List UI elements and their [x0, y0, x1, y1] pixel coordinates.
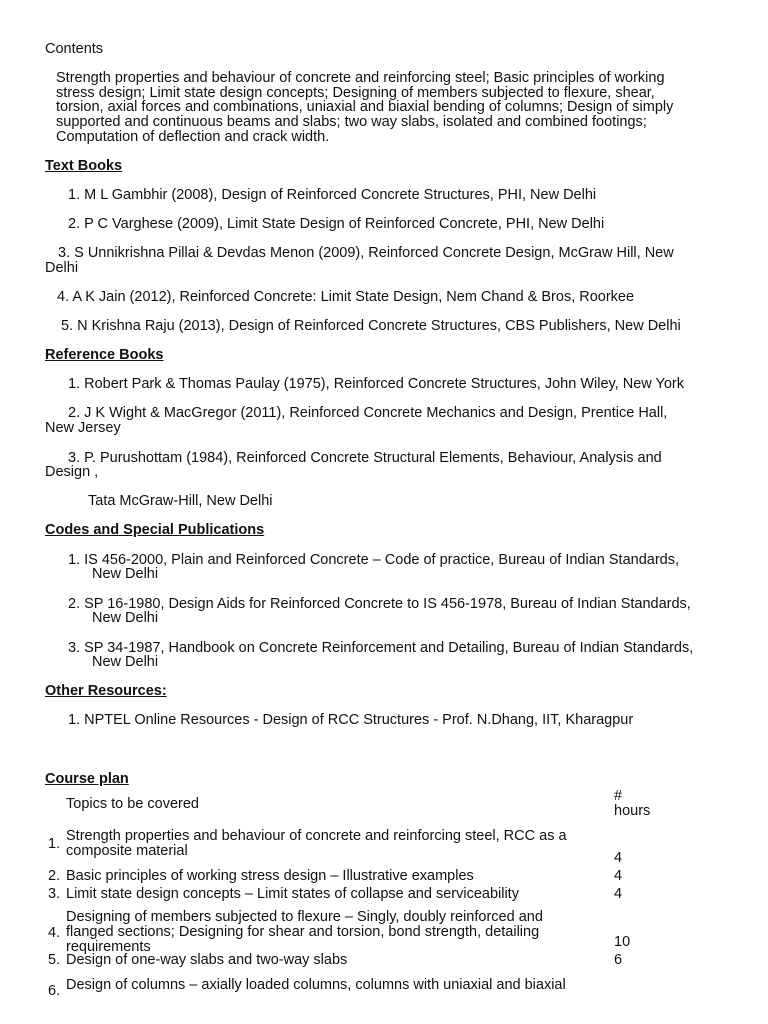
course-plan-row-num: 4. [48, 925, 61, 941]
text-book-item: 5. N Krishna Raju (2013), Design of Reinforced Concrete Structures, CBS Publishers, New Delhi [61, 318, 681, 334]
contents-heading: Contents [45, 41, 104, 57]
course-plan-row-num: 6. [48, 983, 61, 999]
course-plan-row-hours: 4 [614, 850, 623, 866]
course-plan-col-hours: hours [614, 803, 651, 819]
course-plan-row-hours: 4 [614, 886, 623, 902]
course-plan-row-hours: 4 [614, 868, 623, 884]
reference-book-item: 1. Robert Park & Thomas Paulay (1975), Reinforced Concrete Structures, John Wiley, New York [68, 376, 684, 392]
reference-book-item-cont: Design , [45, 464, 99, 480]
reference-book-item: 3. P. Purushottam (1984), Reinforced Concrete Structural Elements, Behaviour, Analysis and [68, 450, 662, 466]
code-item-cont: New Delhi [92, 610, 159, 626]
text-books-heading: Text Books [45, 158, 123, 174]
contents-line: supported and continuous beams and slabs; two way slabs, isolated and combined footings; [56, 114, 647, 130]
course-plan-row-num: 2. [48, 868, 61, 884]
course-plan-row-num: 5. [48, 952, 61, 968]
course-plan-heading: Course plan [45, 771, 129, 787]
code-item: 1. IS 456-2000, Plain and Reinforced Concrete – Code of practice, Bureau of Indian Standards, [68, 552, 679, 568]
course-plan-row-topic: flanged sections; Designing for shear and torsion, bond strength, detailing [66, 924, 540, 940]
contents-line: stress design; Limit state design concepts; Designing of members subjected to flexure, shear, [56, 85, 655, 101]
course-plan-row-num: 3. [48, 886, 61, 902]
code-item: 3. SP 34-1987, Handbook on Concrete Reinforcement and Detailing, Bureau of Indian Standards, [68, 640, 694, 656]
code-item: 2. SP 16-1980, Design Aids for Reinforced Concrete to IS 456-1978, Bureau of Indian Standards, [68, 596, 691, 612]
codes-heading: Codes and Special Publications [45, 522, 265, 538]
reference-books-heading: Reference Books [45, 347, 164, 363]
text-book-item: 1. M L Gambhir (2008), Design of Reinforced Concrete Structures, PHI, New Delhi [68, 187, 597, 203]
course-plan-row-hours: 6 [614, 952, 623, 968]
text-book-item: 3. S Unnikrishna Pillai & Devdas Menon (2009), Reinforced Concrete Design, McGraw Hill, New [58, 245, 674, 261]
course-plan-row-hours: 10 [614, 934, 631, 950]
contents-line: Computation of deflection and crack width. [56, 129, 330, 145]
contents-line: Strength properties and behaviour of concrete and reinforcing steel; Basic principles of working [56, 70, 665, 86]
course-plan-col-topics: Topics to be covered [66, 796, 199, 812]
reference-book-item: 2. J K Wight & MacGregor (2011), Reinforced Concrete Mechanics and Design, Prentice Hall, [68, 405, 668, 421]
course-plan-row-topic: Design of columns – axially loaded columns, columns with uniaxial and biaxial [66, 977, 566, 993]
course-plan-col-hours: # [614, 788, 623, 804]
course-plan-row-topic: Strength properties and behaviour of concrete and reinforcing steel, RCC as a [66, 828, 567, 844]
other-resources-heading: Other Resources: [45, 683, 167, 699]
course-plan-row-topic: requirements [66, 939, 151, 955]
course-plan-row-topic: Design of one-way slabs and two-way slabs [66, 952, 348, 968]
text-book-item: 2. P C Varghese (2009), Limit State Design of Reinforced Concrete, PHI, New Delhi [68, 216, 605, 232]
reference-book-item-cont: Tata McGraw-Hill, New Delhi [88, 493, 273, 509]
code-item-cont: New Delhi [92, 654, 159, 670]
text-book-item: 4. A K Jain (2012), Reinforced Concrete: Limit State Design, Nem Chand & Bros, Roorkee [57, 289, 635, 305]
course-plan-row-topic: Designing of members subjected to flexure – Singly, doubly reinforced and [66, 909, 543, 925]
course-plan-row-topic: Limit state design concepts – Limit states of collapse and serviceability [66, 886, 519, 902]
code-item-cont: New Delhi [92, 566, 159, 582]
course-plan-row-num: 1. [48, 836, 61, 852]
reference-book-item-cont: New Jersey [45, 420, 121, 436]
contents-line: torsion, axial forces and combinations, uniaxial and biaxial bending of columns; Design of simply [56, 99, 674, 115]
course-plan-row-topic: Basic principles of working stress design – Illustrative examples [66, 868, 474, 884]
text-book-item-cont: Delhi [45, 260, 79, 276]
other-resource-item: 1. NPTEL Online Resources - Design of RCC Structures - Prof. N.Dhang, IIT, Kharagpur [68, 712, 634, 728]
course-plan-row-topic: composite material [66, 843, 188, 859]
